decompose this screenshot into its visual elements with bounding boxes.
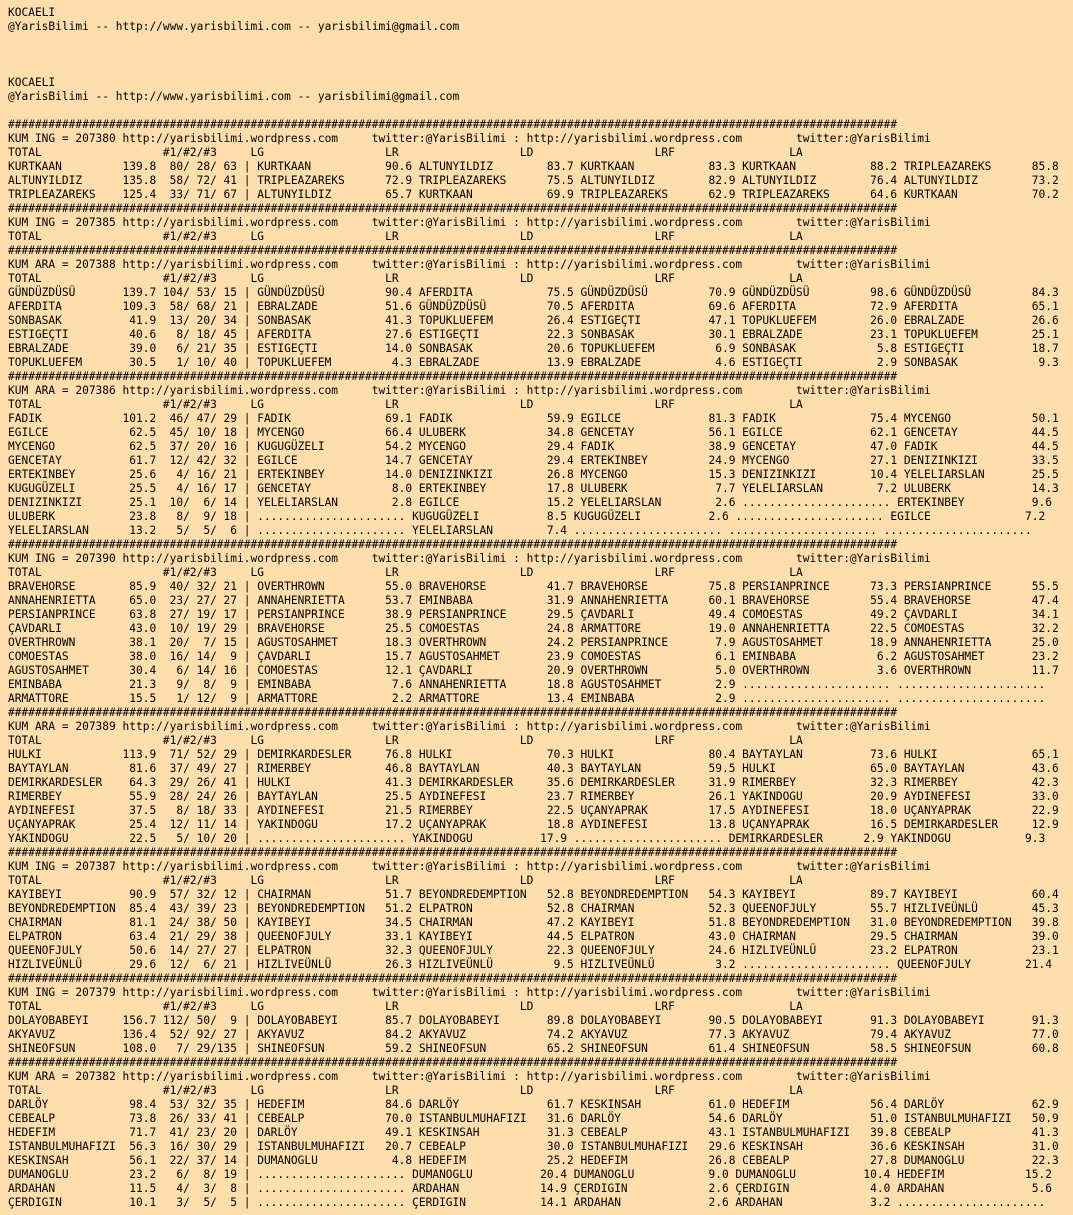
- text-line: KUM ARA = 207382 http://yarisbilimi.wordpress.com twitter:@YarisBilimi : http://yarisbilimi.wordpress.com twitter:@YarisBilimi: [8, 1070, 931, 1083]
- text-line: ÇAVDARLI 43.0 10/ 19/ 29 | BRAVEHORSE 25.5 COMOESTAS 24.8 ARMATTORE 19.0 ANNAHENRIETTA 22.5 COMOESTAS 32.2: [8, 622, 1059, 635]
- text-line: DENIZINKIZI 25.1 10/ 6/ 14 | YELELIARSLAN 2.8 EGILCE 15.2 YELELIARSLAN 2.6 ...................... ERTEKINBEY 9.6: [8, 496, 1052, 509]
- text-line: KUM ING = 207387 http://yarisbilimi.wordpress.com twitter:@YarisBilimi : http://yarisbilimi.wordpress.com twitter:@YarisBilimi: [8, 860, 931, 873]
- text-line: ####################################################################################################################################: [8, 538, 898, 551]
- text-line: CEBEALP 73.8 26/ 33/ 41 | CEBEALP 70.0 ISTANBULMUHAFIZI 31.6 DARLÖY 54.6 DARLÖY 51.0 ISTANBULMUHAFIZI 50.9: [8, 1112, 1059, 1125]
- text-line: TOTAL #1/#2/#3 LG LR LD LRF LA: [8, 272, 803, 285]
- text-line: AKYAVUZ 136.4 52/ 92/ 27 | AKYAVUZ 84.2 AKYAVUZ 74.2 AKYAVUZ 77.3 AKYAVUZ 79.4 AKYAVUZ 77.0: [8, 1028, 1059, 1041]
- text-line: KESKINSAH 56.1 22/ 37/ 14 | DUMANOGLU 4.8 HEDEFIM 25.2 HEDEFIM 26.8 CEBEALP 27.8 DUMANOGLU 22.3: [8, 1154, 1059, 1167]
- text-line: KUM ING = 207380 http://yarisbilimi.wordpress.com twitter:@YarisBilimi : http://yarisbilimi.wordpress.com twitter:@YarisBilimi: [8, 132, 931, 145]
- text-line: DOLAYOBABEYI 156.7 112/ 50/ 9 | DOLAYOBABEYI 85.7 DOLAYOBABEYI 89.8 DOLAYOBABEYI 90.5 DOLAYOBABEYI 91.3 DOLAYOBABEYI 91.3: [8, 1014, 1059, 1027]
- text-line: TOTAL #1/#2/#3 LG LR LD LRF LA: [8, 734, 803, 747]
- text-line: TRIPLEAZAREKS 125.4 33/ 71/ 67 | ALTUNYILDIZ 65.7 KURTKAAN 69.9 TRIPLEAZAREKS 62.9 TRIPLEAZAREKS 64.6 KURTKAAN 70.2: [8, 188, 1059, 201]
- text-line: TOTAL #1/#2/#3 LG LR LD LRF LA: [8, 230, 803, 243]
- text-line: EGILCE 62.5 45/ 10/ 18 | MYCENGO 66.4 ULUBERK 34.8 GENCETAY 56.1 EGILCE 62.1 GENCETAY 44.5: [8, 426, 1059, 439]
- text-line: HEDEFIM 71.7 41/ 23/ 20 | DARLÖY 49.1 KESKINSAH 31.3 CEBEALP 43.1 ISTANBULMUHAFIZI 39.8 CEBEALP 41.3: [8, 1126, 1059, 1139]
- text-line: ARMATTORE 15.5 1/ 12/ 9 | ARMATTORE 2.2 ARMATTORE 13.4 EMINBABA 2.9 ...................... ......................: [8, 692, 1046, 705]
- text-line: @YarisBilimi -- http://www.yarisbilimi.com -- yarisbilimi@gmail.com: [8, 20, 460, 33]
- text-line: FADIK 101.2 46/ 47/ 29 | FADIK 69.1 FADIK 59.9 EGILCE 81.3 FADIK 75.4 MYCENGO 50.1: [8, 412, 1059, 425]
- text-line: CHAIRMAN 81.1 24/ 38/ 50 | KAYIBEYI 34.5 CHAIRMAN 47.2 KAYIBEYI 51.8 BEYONDREDEMPTION 31.0 BEYONDREDEMPTION 39.8: [8, 916, 1059, 929]
- text-line: HULKI 113.9 71/ 52/ 29 | DEMIRKARDESLER 76.8 HULKI 70.3 HULKI 80.4 BAYTAYLAN 73.6 HULKI 65.1: [8, 748, 1059, 761]
- text-line: KOCAELI: [8, 6, 56, 19]
- text-line: YELELIARSLAN 13.2 5/ 5/ 6 | ...................... YELELIARSLAN 7.4 ...................... ...................... ......................: [8, 524, 1032, 537]
- text-line: ISTANBULMUHAFIZI 56.3 16/ 30/ 29 | ISTANBULMUHAFIZI 20.7 CEBEALP 30.0 ISTANBULMUHAFIZI 29.6 KESKINSAH 36.6 KESKINSAH 31.0: [8, 1140, 1059, 1153]
- text-line: SONBASAK 41.9 13/ 20/ 34 | SONBASAK 41.3 TOPUKLUEFEM 26.4 ESTIGEÇTI 47.1 TOPUKLUEFEM 26.0 EBRALZADE 26.6: [8, 314, 1059, 327]
- text-line: MYCENGO 62.5 37/ 20/ 16 | KUGUGÜZELI 54.2 MYCENGO 29.4 FADIK 38.9 GENCETAY 47.0 FADIK 44.5: [8, 440, 1059, 453]
- text-line: YAKINDOGU 22.5 5/ 10/ 20 | ...................... YAKINDOGU 17.9 ...................... DEMIRKARDESLER 2.9 YAKINDOGU 9.3: [8, 832, 1046, 845]
- text-line: EBRALZADE 39.0 6/ 21/ 35 | ESTIGEÇTI 14.0 SONBASAK 20.6 TOPUKLUEFEM 6.9 SONBASAK 5.8 ESTIGEÇTI 18.7: [8, 342, 1059, 355]
- text-line: @YarisBilimi -- http://www.yarisbilimi.com -- yarisbilimi@gmail.com: [8, 90, 460, 103]
- text-line: ####################################################################################################################################: [8, 370, 898, 383]
- text-line: GENCETAY 61.7 12/ 42/ 32 | EGILCE 14.7 GENCETAY 29.4 ERTEKINBEY 24.9 MYCENGO 27.1 DENIZINKIZI 33.5: [8, 454, 1059, 467]
- text-line: ELPATRON 63.4 21/ 29/ 38 | QUEENOFJULY 33.1 KAYIBEYI 44.5 ELPATRON 43.0 CHAIRMAN 29.5 CHAIRMAN 39.0: [8, 930, 1059, 943]
- text-line: KOCAELI: [8, 76, 56, 89]
- text-line: TOTAL #1/#2/#3 LG LR LD LRF LA: [8, 1000, 803, 1013]
- text-line: TOTAL #1/#2/#3 LG LR LD LRF LA: [8, 398, 803, 411]
- text-line: EMINBABA 21.3 9/ 8/ 9 | EMINBABA 7.6 ANNAHENRIETTA 18.8 AGUSTOSAHMET 2.9 ...................... ......................: [8, 678, 1046, 691]
- text-line: ALTUNYILDIZ 135.8 58/ 72/ 41 | TRIPLEAZAREKS 72.9 TRIPLEAZAREKS 75.5 ALTUNYILDIZ 82.9 ALTUNYILDIZ 76.4 ALTUNYILDIZ 73.2: [8, 174, 1059, 187]
- text-line: ARDAHAN 11.5 4/ 3/ 8 | ...................... ARDAHAN 14.9 ÇERDIGIN 2.6 ÇERDIGIN 4.0 ARDAHAN 5.6: [8, 1182, 1052, 1195]
- text-line: ESTIGEÇTI 40.6 8/ 18/ 45 | AFERDITA 27.6 ESTIGEÇTI 22.3 SONBASAK 30.1 EBRALZADE 23.1 TOPUKLUEFEM 25.1: [8, 328, 1059, 341]
- text-line: COMOESTAS 38.0 16/ 14/ 9 | ÇAVDARLI 15.7 AGUSTOSAHMET 23.9 COMOESTAS 6.1 EMINBABA 6.2 AGUSTOSAHMET 23.2: [8, 650, 1059, 663]
- text-line: ÇERDIGIN 10.1 3/ 5/ 5 | ...................... ÇERDIGIN 14.1 ARDAHAN 2.6 ARDAHAN 3.2 ......................: [8, 1196, 1046, 1209]
- text-line: [8, 48, 1073, 62]
- text-line: KUGUGÜZELI 25.5 4/ 16/ 17 | GENCETAY 8.0 ERTEKINBEY 17.8 ULUBERK 7.7 YELELIARSLAN 7.2 ULUBERK 14.3: [8, 482, 1059, 495]
- text-line: KUM ARA = 207389 http://yarisbilimi.wordpress.com twitter:@YarisBilimi : http://yarisbilimi.wordpress.com twitter:@YarisBilimi: [8, 720, 931, 733]
- text-line: UÇANYAPRAK 25.4 12/ 11/ 14 | YAKINDOGU 17.2 UÇANYAPRAK 18.8 AYDINEFESI 13.8 UÇANYAPRAK 16.5 DEMIRKARDESLER 12.9: [8, 818, 1059, 831]
- text-line: KUM ING = 207385 http://yarisbilimi.wordpress.com twitter:@YarisBilimi : http://yarisbilimi.wordpress.com twitter:@YarisBilimi: [8, 216, 931, 229]
- text-line: KUM ING = 207379 http://yarisbilimi.wordpress.com twitter:@YarisBilimi : http://yarisbilimi.wordpress.com twitter:@YarisBilimi: [8, 986, 931, 999]
- text-line: ####################################################################################################################################: [8, 1056, 898, 1069]
- text-line: AFERDITA 109.3 58/ 68/ 21 | EBRALZADE 51.6 GÜNDÜZDÜSÜ 70.5 AFERDITA 69.6 AFERDITA 72.9 AFERDITA 65.1: [8, 300, 1059, 313]
- text-line: KUM ARA = 207386 http://yarisbilimi.wordpress.com twitter:@YarisBilimi : http://yarisbilimi.wordpress.com twitter:@YarisBilimi: [8, 384, 931, 397]
- text-line: ULUBERK 23.8 8/ 9/ 18 | ...................... KUGUGÜZELI 8.5 KUGUGÜZELI 2.6 ...................... EGILCE 7.2: [8, 510, 1046, 523]
- text-line: BAYTAYLAN 81.6 37/ 49/ 27 | RIMERBEY 46.8 BAYTAYLAN 40.3 BAYTAYLAN 59.5 HULKI 65.0 BAYTAYLAN 43.6: [8, 762, 1059, 775]
- text-line: KAYIBEYI 90.9 57/ 32/ 12 | CHAIRMAN 51.7 BEYONDREDEMPTION 52.8 BEYONDREDEMPTION 54.3 KAYIBEYI 89.7 KAYIBEYI 60.4: [8, 888, 1059, 901]
- text-line: TOTAL #1/#2/#3 LG LR LD LRF LA: [8, 1084, 803, 1097]
- text-line: HIZLIVEÜNLÜ 29.6 12/ 6/ 21 | HIZLIVEÜNLÜ 26.3 HIZLIVEÜNLÜ 9.5 HIZLIVEÜNLÜ 3.2 ...................... QUEENOFJULY 21.4: [8, 958, 1052, 971]
- text-line: RIMERBEY 55.9 28/ 24/ 26 | BAYTAYLAN 25.5 AYDINEFESI 23.7 RIMERBEY 26.1 YAKINDOGU 20.9 AYDINEFESI 33.0: [8, 790, 1059, 803]
- text-line: ####################################################################################################################################: [8, 244, 898, 257]
- text-line: PERSIANPRINCE 63.8 27/ 19/ 17 | PERSIANPRINCE 38.9 PERSIANPRINCE 29.5 ÇAVDARLI 49.4 COMOESTAS 49.2 ÇAVDARLI 34.1: [8, 608, 1059, 621]
- text-line: [8, 104, 1073, 118]
- text-line: GÜNDÜZDÜSÜ 139.7 104/ 53/ 15 | GÜNDÜZDÜSÜ 90.4 AFERDITA 75.5 GÜNDÜZDÜSÜ 70.9 GÜNDÜZDÜSÜ 98.6 GÜNDÜZDÜSÜ 84.3: [8, 286, 1059, 299]
- text-line: [8, 62, 1073, 76]
- text-line: ####################################################################################################################################: [8, 846, 898, 859]
- text-line: OVERTHROWN 38.1 20/ 7/ 15 | AGUSTOSAHMET 18.3 OVERTHROWN 24.2 PERSIANPRINCE 7.9 AGUSTOSAHMET 18.9 ANNAHENRIETTA 25.0: [8, 636, 1059, 649]
- text-line: BRAVEHORSE 85.9 40/ 32/ 21 | OVERTHROWN 55.0 BRAVEHORSE 41.7 BRAVEHORSE 75.8 PERSIANPRINCE 73.3 PERSIANPRINCE 55.5: [8, 580, 1059, 593]
- text-line: TOPUKLUEFEM 30.5 1/ 10/ 40 | TOPUKLUEFEM 4.3 EBRALZADE 13.9 EBRALZADE 4.6 ESTIGEÇTI 2.9 SONBASAK 9.3: [8, 356, 1059, 369]
- text-line: ####################################################################################################################################: [8, 202, 898, 215]
- text-line: KUM ARA = 207388 http://yarisbilimi.wordpress.com twitter:@YarisBilimi : http://yarisbilimi.wordpress.com twitter:@YarisBilimi: [8, 258, 931, 271]
- text-line: TOTAL #1/#2/#3 LG LR LD LRF LA: [8, 566, 803, 579]
- text-line: ####################################################################################################################################: [8, 706, 898, 719]
- text-line: DUMANOGLU 23.2 6/ 8/ 19 | ...................... DUMANOGLU 20.4 DUMANOGLU 9.0 DUMANOGLU 10.4 HEDEFIM 15.2: [8, 1168, 1052, 1181]
- text-line: TOTAL #1/#2/#3 LG LR LD LRF LA: [8, 146, 803, 159]
- text-line: TOTAL #1/#2/#3 LG LR LD LRF LA: [8, 874, 803, 887]
- text-line: KURTKAAN 139.8 80/ 28/ 63 | KURTKAAN 90.6 ALTUNYILDIZ 83.7 KURTKAAN 83.3 KURTKAAN 88.2 TRIPLEAZAREKS 85.8: [8, 160, 1059, 173]
- text-line: AGUSTOSAHMET 30.4 6/ 14/ 16 | COMOESTAS 12.1 ÇAVDARLI 20.9 OVERTHROWN 5.0 OVERTHROWN 3.6 OVERTHROWN 11.7: [8, 664, 1059, 677]
- text-line: ANNAHENRIETTA 65.0 23/ 27/ 27 | ANNAHENRIETTA 53.7 EMINBABA 31.9 ANNAHENRIETTA 60.1 BRAVEHORSE 55.4 BRAVEHORSE 47.4: [8, 594, 1059, 607]
- text-line: DARLÖY 98.4 53/ 32/ 35 | HEDEFIM 84.6 DARLÖY 61.7 KESKINSAH 61.0 HEDEFIM 56.4 DARLÖY 62.9: [8, 1098, 1059, 1111]
- text-line: AYDINEFESI 37.5 8/ 18/ 33 | AYDINEFESI 21.5 RIMERBEY 22.5 UÇANYAPRAK 17.5 AYDINEFESI 18.0 UÇANYAPRAK 22.9: [8, 804, 1059, 817]
- text-line: KUM ING = 207390 http://yarisbilimi.wordpress.com twitter:@YarisBilimi : http://yarisbilimi.wordpress.com twitter:@YarisBilimi: [8, 552, 931, 565]
- text-line: QUEENOFJULY 50.6 14/ 27/ 27 | ELPATRON 32.3 QUEENOFJULY 22.3 QUEENOFJULY 24.6 HIZLIVEÜNLÜ 23.2 ELPATRON 23.1: [8, 944, 1059, 957]
- text-line: BEYONDREDEMPTION 85.4 43/ 39/ 23 | BEYONDREDEMPTION 51.2 ELPATRON 52.8 CHAIRMAN 52.3 QUEENOFJULY 55.7 HIZLIVEÜNLÜ 45.3: [8, 902, 1059, 915]
- text-line: ####################################################################################################################################: [8, 972, 898, 985]
- text-line: ####################################################################################################################################: [8, 118, 898, 131]
- text-line: [8, 34, 1073, 48]
- text-line: ERTEKINBEY 25.6 4/ 16/ 21 | ERTEKINBEY 14.0 DENIZINKIZI 26.8 MYCENGO 15.3 DENIZINKIZI 10.4 YELELIARSLAN 25.5: [8, 468, 1059, 481]
- text-line: DEMIRKARDESLER 64.3 29/ 26/ 41 | HULKI 41.3 DEMIRKARDESLER 35.6 DEMIRKARDESLER 31.9 RIMERBEY 32.3 RIMERBEY 42.3: [8, 776, 1059, 789]
- text-line: SHINEOFSUN 108.0 7/ 29/135 | SHINEOFSUN 59.2 SHINEOFSUN 65.2 SHINEOFSUN 61.4 SHINEOFSUN 58.5 SHINEOFSUN 60.8: [8, 1042, 1059, 1055]
